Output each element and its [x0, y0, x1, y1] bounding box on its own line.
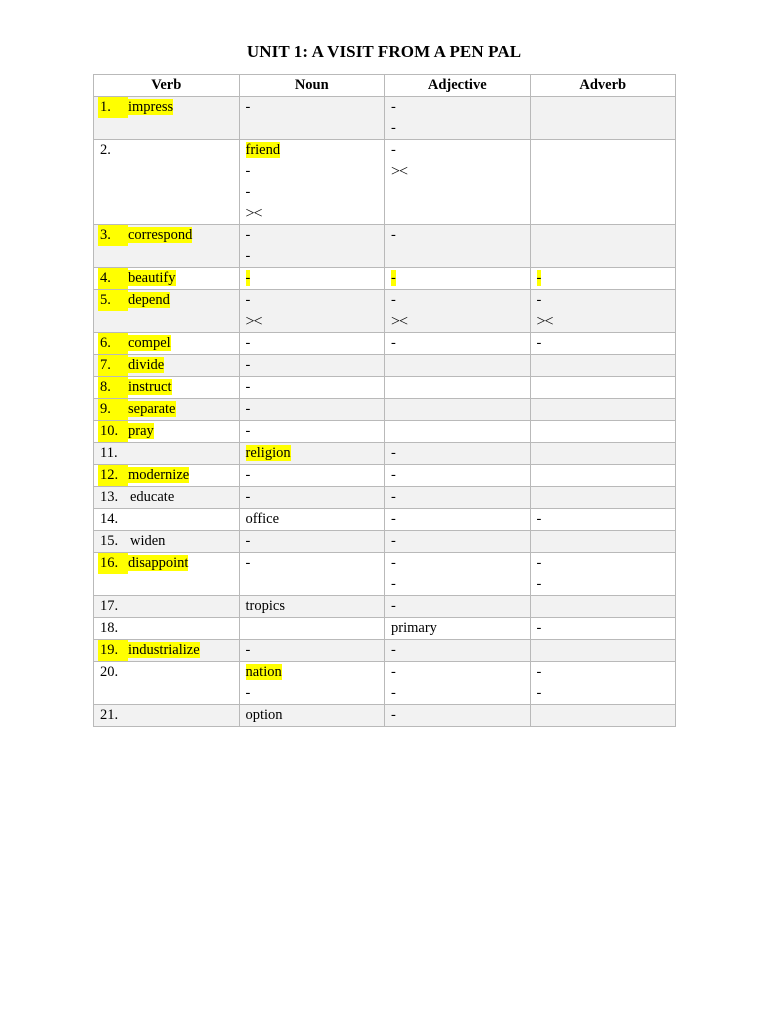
adjective-cell	[385, 290, 531, 333]
entry-text: -	[391, 99, 396, 115]
table-row	[94, 705, 676, 727]
adjective-entry	[391, 118, 524, 139]
entry-text: -	[245, 357, 251, 373]
adjective-entry	[391, 705, 524, 726]
entry-text: -	[391, 598, 396, 614]
adjective-entry	[391, 311, 524, 332]
adverb-cell	[530, 487, 676, 509]
adverb-cell	[530, 333, 676, 355]
noun-entry	[246, 355, 379, 376]
adjective-cell	[385, 465, 531, 487]
verb-line	[100, 531, 233, 552]
adverb-entry	[537, 290, 670, 311]
row-number: 14.	[100, 511, 119, 527]
noun-entry	[246, 443, 379, 464]
adverb-entry	[537, 574, 670, 595]
entry-text: -	[245, 401, 251, 417]
noun-entry	[246, 333, 379, 354]
row-number: 3.	[98, 225, 128, 246]
entry-text: -	[245, 270, 251, 286]
adjective-cell	[385, 640, 531, 662]
adjective-entry	[391, 140, 524, 161]
entry-text: ><	[391, 313, 408, 330]
noun-entry	[246, 182, 379, 203]
adjective-entry	[391, 225, 524, 246]
adjective-cell	[385, 553, 531, 596]
noun-entry	[246, 203, 379, 224]
entry-text: -	[245, 163, 251, 179]
adjective-entry	[391, 290, 524, 311]
verb-line	[100, 225, 233, 246]
noun-entry	[246, 465, 379, 486]
verb-cell	[94, 377, 240, 399]
noun-cell	[239, 596, 385, 618]
adjective-entry	[391, 509, 524, 530]
adjective-entry	[391, 268, 524, 289]
adverb-cell	[530, 509, 676, 531]
adverb-cell	[530, 553, 676, 596]
adjective-entry	[391, 443, 524, 464]
adjective-cell	[385, 268, 531, 290]
entry-text: -	[245, 467, 251, 483]
table-row	[94, 509, 676, 531]
header-adjective: Adjective	[385, 75, 531, 97]
entry-text: -	[245, 227, 251, 243]
table-header-row	[94, 75, 676, 97]
noun-cell	[239, 487, 385, 509]
header-adverb: Adverb	[530, 75, 676, 97]
adverb-entry	[537, 618, 670, 639]
adverb-cell	[530, 377, 676, 399]
noun-entry	[246, 421, 379, 442]
table-row	[94, 290, 676, 333]
verb-word: modernize	[128, 467, 190, 483]
entry-text: -	[536, 620, 542, 636]
entry-text: -	[245, 99, 251, 115]
verb-cell	[94, 333, 240, 355]
adjective-entry	[391, 662, 524, 683]
noun-cell	[239, 465, 385, 487]
entry-text: tropics	[245, 598, 285, 614]
noun-cell	[239, 225, 385, 268]
adjective-entry	[391, 683, 524, 704]
noun-entry	[246, 290, 379, 311]
verb-word: impress	[128, 99, 174, 115]
table-row	[94, 531, 676, 553]
table-row	[94, 640, 676, 662]
verb-line	[100, 140, 233, 161]
table-row	[94, 662, 676, 705]
noun-entry	[246, 399, 379, 420]
row-number: 6.	[98, 333, 128, 354]
verb-cell	[94, 531, 240, 553]
noun-entry	[246, 640, 379, 661]
adjective-cell	[385, 140, 531, 225]
entry-text: -	[245, 642, 251, 658]
row-number: 9.	[98, 399, 128, 420]
row-number: 21.	[100, 707, 119, 723]
adjective-entry	[391, 553, 524, 574]
entry-text: primary	[391, 620, 437, 636]
verb-cell	[94, 553, 240, 596]
row-number: 12.	[98, 465, 128, 486]
adverb-cell	[530, 705, 676, 727]
adverb-cell	[530, 443, 676, 465]
verb-word: compel	[128, 335, 171, 351]
row-number: 1.	[98, 97, 128, 118]
adjective-cell	[385, 377, 531, 399]
verb-word: disappoint	[128, 555, 189, 571]
entry-text: -	[391, 489, 396, 505]
verb-line	[100, 618, 233, 639]
noun-entry	[246, 268, 379, 289]
verb-word: divide	[128, 357, 165, 373]
noun-cell	[239, 140, 385, 225]
table-row	[94, 553, 676, 596]
verb-cell	[94, 140, 240, 225]
entry-text: -	[391, 685, 396, 701]
table-row	[94, 140, 676, 225]
entry-text: -	[245, 335, 251, 351]
verb-cell	[94, 421, 240, 443]
verb-cell	[94, 399, 240, 421]
entry-text: -	[245, 184, 251, 200]
adverb-entry	[537, 683, 670, 704]
verb-line	[100, 290, 233, 311]
entry-text: -	[536, 335, 542, 351]
entry-text: option	[245, 707, 283, 723]
adjective-cell	[385, 509, 531, 531]
verb-cell	[94, 487, 240, 509]
adjective-cell	[385, 618, 531, 640]
adverb-cell	[530, 97, 676, 140]
noun-cell	[239, 355, 385, 377]
noun-entry	[246, 377, 379, 398]
adjective-cell	[385, 225, 531, 268]
noun-cell	[239, 421, 385, 443]
row-number: 4.	[98, 268, 128, 289]
verb-cell	[94, 705, 240, 727]
noun-cell	[239, 640, 385, 662]
entry-text: friend	[245, 142, 281, 158]
verb-cell	[94, 618, 240, 640]
verb-line	[100, 596, 233, 617]
verb-word: pray	[128, 423, 154, 439]
adjective-cell	[385, 333, 531, 355]
verb-word: widen	[130, 533, 166, 549]
noun-entry	[246, 662, 379, 683]
entry-text: -	[391, 555, 396, 571]
verb-cell	[94, 268, 240, 290]
entry-text: ><	[391, 163, 408, 180]
verb-line	[100, 487, 233, 508]
verb-line	[100, 465, 233, 486]
entry-text: office	[245, 511, 280, 527]
row-number: 17.	[100, 598, 119, 614]
adverb-cell	[530, 225, 676, 268]
table-row	[94, 487, 676, 509]
noun-entry	[246, 509, 379, 530]
verb-cell	[94, 465, 240, 487]
word-forms-table	[93, 74, 676, 727]
entry-text: -	[391, 707, 396, 723]
adjective-entry	[391, 531, 524, 552]
noun-cell	[239, 290, 385, 333]
adjective-cell	[385, 596, 531, 618]
verb-line	[100, 662, 233, 683]
noun-entry	[246, 97, 379, 118]
row-number: 15.	[100, 533, 119, 549]
adjective-entry	[391, 333, 524, 354]
noun-cell	[239, 662, 385, 705]
entry-text: -	[245, 423, 251, 439]
adverb-cell	[530, 618, 676, 640]
entry-text: -	[391, 120, 396, 136]
noun-entry	[246, 705, 379, 726]
verb-cell	[94, 662, 240, 705]
verb-line	[100, 399, 233, 420]
adjective-entry	[391, 618, 524, 639]
noun-cell	[239, 443, 385, 465]
noun-cell	[239, 553, 385, 596]
noun-cell	[239, 97, 385, 140]
table-row	[94, 355, 676, 377]
noun-cell	[239, 509, 385, 531]
row-number: 10.	[98, 421, 128, 442]
entry-text: ><	[536, 313, 553, 330]
noun-entry	[246, 225, 379, 246]
adverb-cell	[530, 596, 676, 618]
adverb-cell	[530, 290, 676, 333]
row-number: 16.	[98, 553, 128, 574]
entry-text: -	[391, 576, 396, 592]
adjective-cell	[385, 97, 531, 140]
entry-text: -	[391, 467, 396, 483]
noun-entry	[246, 553, 379, 574]
table-row	[94, 465, 676, 487]
table-row	[94, 399, 676, 421]
table-row	[94, 97, 676, 140]
entry-text: -	[245, 248, 251, 264]
adjective-entry	[391, 161, 524, 182]
verb-line	[100, 640, 233, 661]
adverb-entry	[537, 509, 670, 530]
verb-word: industrialize	[128, 642, 200, 658]
entry-text: -	[536, 576, 542, 592]
adjective-cell	[385, 443, 531, 465]
table-row	[94, 443, 676, 465]
table-row	[94, 618, 676, 640]
adverb-cell	[530, 662, 676, 705]
adjective-cell	[385, 487, 531, 509]
entry-text: -	[536, 511, 542, 527]
adjective-cell	[385, 531, 531, 553]
entry-text: -	[245, 489, 251, 505]
noun-entry	[246, 596, 379, 617]
header-noun: Noun	[239, 75, 385, 97]
row-number: 20.	[100, 664, 119, 680]
noun-cell	[239, 531, 385, 553]
table-row	[94, 225, 676, 268]
entry-text: -	[391, 533, 396, 549]
adjective-entry	[391, 465, 524, 486]
row-number: 7.	[98, 355, 128, 376]
table-row	[94, 596, 676, 618]
entry-text: -	[245, 292, 251, 308]
noun-entry	[246, 531, 379, 552]
noun-entry	[246, 161, 379, 182]
verb-word: depend	[128, 292, 170, 308]
adjective-entry	[391, 640, 524, 661]
entry-text: -	[536, 292, 542, 308]
verb-word: separate	[128, 401, 176, 417]
adverb-cell	[530, 640, 676, 662]
adjective-cell	[385, 399, 531, 421]
verb-cell	[94, 355, 240, 377]
verb-line	[100, 421, 233, 442]
noun-entry	[246, 140, 379, 161]
verb-line	[100, 333, 233, 354]
noun-cell	[239, 333, 385, 355]
adjective-entry	[391, 487, 524, 508]
verb-cell	[94, 97, 240, 140]
verb-cell	[94, 443, 240, 465]
entry-text: -	[536, 664, 542, 680]
adverb-cell	[530, 465, 676, 487]
entry-text: -	[391, 445, 396, 461]
row-number: 11.	[100, 445, 118, 461]
verb-line	[100, 355, 233, 376]
noun-cell	[239, 618, 385, 640]
adverb-cell	[530, 421, 676, 443]
entry-text: ><	[245, 205, 262, 222]
entry-text: -	[391, 142, 396, 158]
noun-entry	[246, 683, 379, 704]
verb-line	[100, 705, 233, 726]
adjective-cell	[385, 421, 531, 443]
entry-text: nation	[245, 664, 282, 680]
adjective-cell	[385, 705, 531, 727]
row-number: 5.	[98, 290, 128, 311]
verb-line	[100, 377, 233, 398]
verb-word: educate	[130, 489, 175, 505]
entry-text: -	[391, 227, 396, 243]
table-row	[94, 333, 676, 355]
verb-line	[100, 97, 233, 118]
adverb-cell	[530, 355, 676, 377]
entry-text: -	[391, 335, 396, 351]
adverb-entry	[537, 268, 670, 289]
row-number: 19.	[98, 640, 128, 661]
adverb-entry	[537, 553, 670, 574]
adverb-entry	[537, 333, 670, 354]
entry-text: -	[391, 642, 396, 658]
entry-text: ><	[245, 313, 262, 330]
verb-line	[100, 553, 233, 574]
entry-text: -	[391, 511, 396, 527]
adverb-cell	[530, 140, 676, 225]
noun-cell	[239, 268, 385, 290]
entry-text: -	[391, 270, 396, 286]
verb-cell	[94, 290, 240, 333]
table-row	[94, 377, 676, 399]
noun-cell	[239, 377, 385, 399]
verb-word: correspond	[128, 227, 193, 243]
verb-cell	[94, 596, 240, 618]
noun-cell	[239, 705, 385, 727]
verb-word: beautify	[128, 270, 176, 286]
entry-text: -	[536, 270, 542, 286]
entry-text: -	[245, 379, 251, 395]
entry-text: -	[245, 685, 251, 701]
entry-text: -	[536, 685, 542, 701]
entry-text: -	[245, 533, 251, 549]
row-number: 2.	[100, 142, 111, 158]
adjective-entry	[391, 97, 524, 118]
noun-entry	[246, 311, 379, 332]
entry-text: religion	[245, 445, 291, 461]
adjective-entry	[391, 574, 524, 595]
noun-entry	[246, 246, 379, 267]
header-verb: Verb	[94, 75, 240, 97]
adverb-entry	[537, 662, 670, 683]
adjective-cell	[385, 662, 531, 705]
noun-entry	[246, 487, 379, 508]
row-number: 8.	[98, 377, 128, 398]
adjective-entry	[391, 596, 524, 617]
entry-text: -	[391, 292, 396, 308]
page-title: UNIT 1: A VISIT FROM A PEN PAL	[246, 42, 522, 61]
table-row	[94, 268, 676, 290]
verb-cell	[94, 640, 240, 662]
adverb-cell	[530, 268, 676, 290]
entry-text: -	[245, 555, 251, 571]
adverb-entry	[537, 311, 670, 332]
verb-line	[100, 509, 233, 530]
adverb-cell	[530, 531, 676, 553]
noun-cell	[239, 399, 385, 421]
adjective-cell	[385, 355, 531, 377]
entry-text: -	[536, 555, 542, 571]
row-number: 18.	[100, 620, 119, 636]
table-row	[94, 421, 676, 443]
adverb-cell	[530, 399, 676, 421]
row-number: 13.	[100, 489, 119, 505]
verb-cell	[94, 509, 240, 531]
entry-text: -	[391, 664, 396, 680]
verb-word: instruct	[128, 379, 172, 395]
verb-line	[100, 268, 233, 289]
verb-cell	[94, 225, 240, 268]
verb-line	[100, 443, 233, 464]
